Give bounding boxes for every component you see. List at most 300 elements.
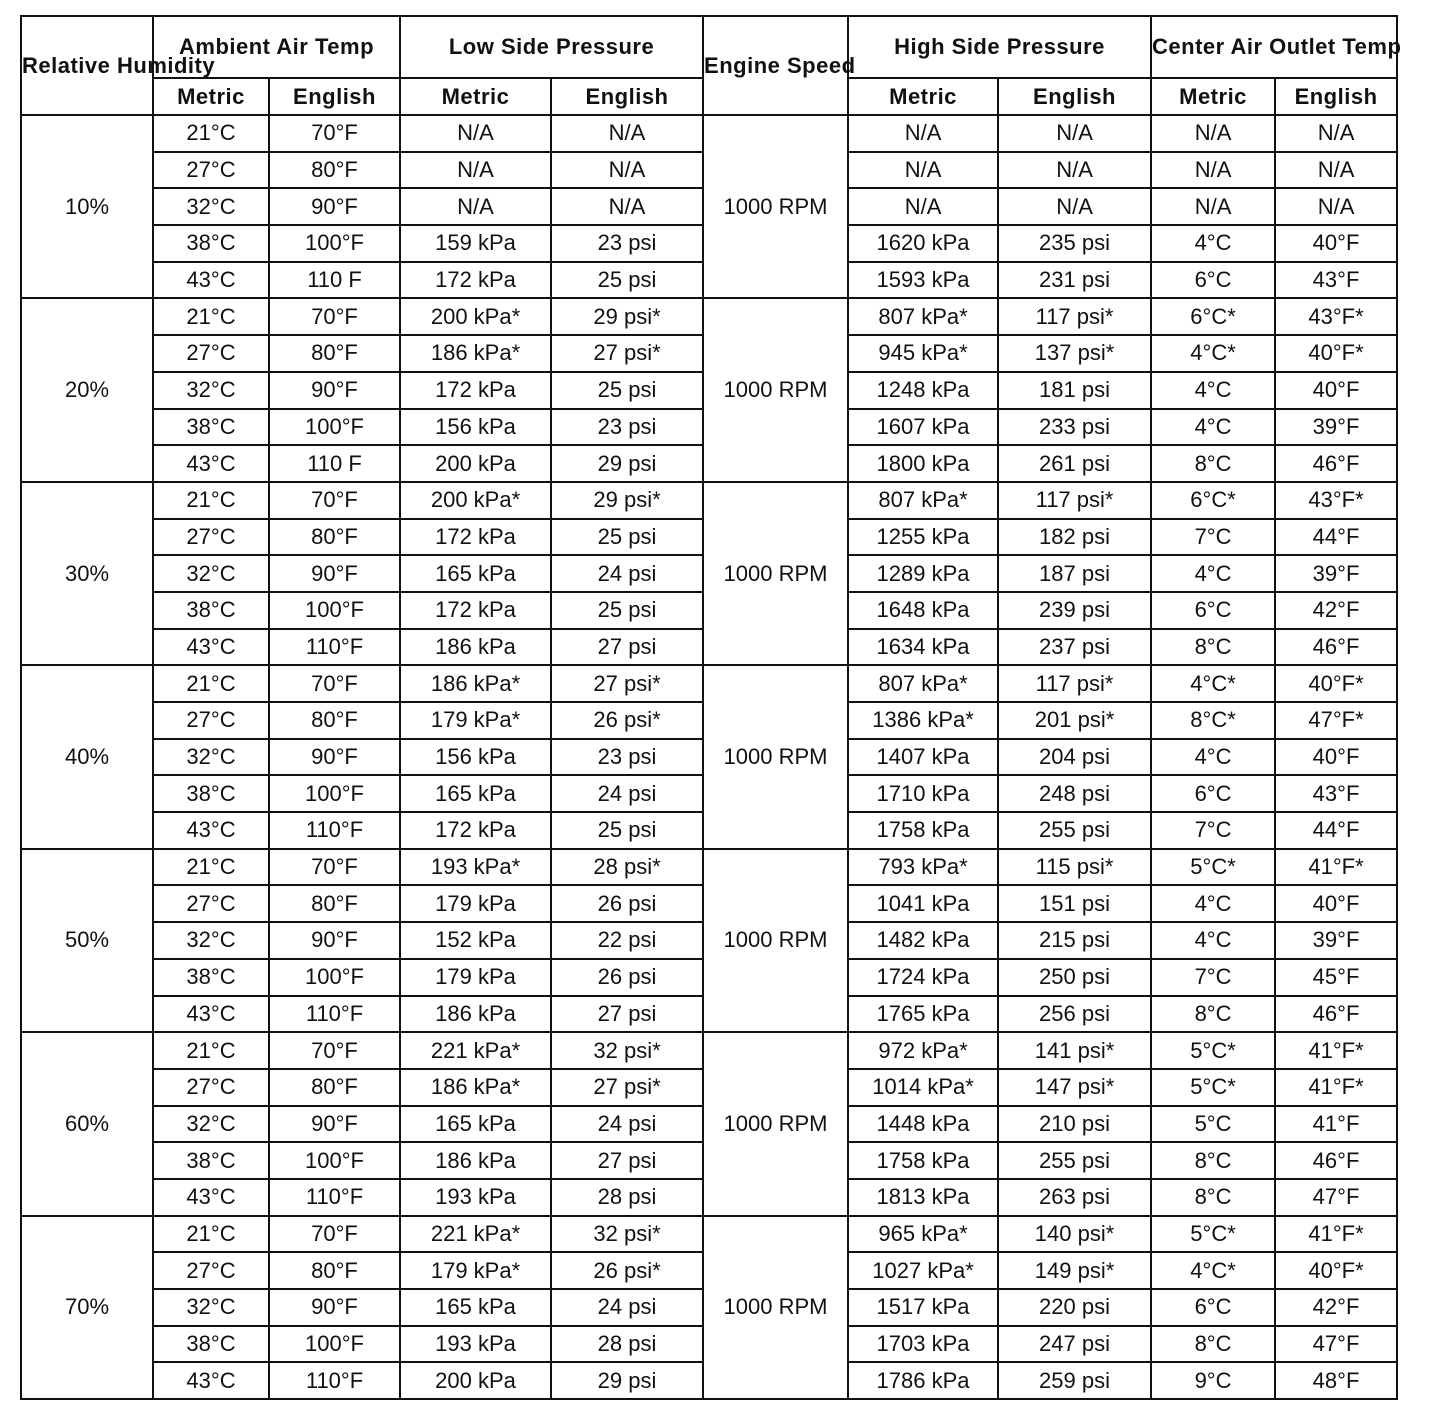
low-side-metric-cell: 200 kPa — [400, 1362, 551, 1399]
high-side-metric-cell: 1758 kPa — [848, 812, 998, 849]
engine-speed-cell: 1000 RPM — [703, 849, 848, 1032]
ambient-metric-cell: 38°C — [153, 409, 269, 446]
ambient-metric-cell: 21°C — [153, 482, 269, 519]
high-side-metric-cell: 945 kPa* — [848, 335, 998, 372]
table-row — [21, 298, 1397, 335]
high-side-metric-cell: 1648 kPa — [848, 592, 998, 629]
ambient-english-cell: 70°F — [269, 482, 400, 519]
ambient-metric-cell: 27°C — [153, 519, 269, 556]
low-side-metric-cell: 179 kPa* — [400, 1252, 551, 1289]
low-side-english-cell: 25 psi — [551, 592, 703, 629]
high-side-metric-cell: 807 kPa* — [848, 665, 998, 702]
high-side-metric-cell: N/A — [848, 115, 998, 152]
ambient-english-cell: 80°F — [269, 152, 400, 189]
outlet-english-cell: 46°F — [1275, 996, 1397, 1033]
high-side-english-cell: 215 psi — [998, 922, 1151, 959]
low-side-english-cell: 22 psi — [551, 922, 703, 959]
low-side-metric-cell: 159 kPa — [400, 225, 551, 262]
outlet-metric-cell: 8°C — [1151, 445, 1275, 482]
low-side-metric-cell: N/A — [400, 188, 551, 225]
low-side-english-cell: 26 psi — [551, 885, 703, 922]
header-outlet-english: English — [1275, 78, 1397, 115]
low-side-english-cell: 28 psi* — [551, 849, 703, 886]
outlet-english-cell: 44°F — [1275, 812, 1397, 849]
outlet-english-cell: 46°F — [1275, 1142, 1397, 1179]
outlet-english-cell: 40°F — [1275, 739, 1397, 776]
outlet-english-cell: 43°F — [1275, 775, 1397, 812]
ambient-english-cell: 110°F — [269, 996, 400, 1033]
table-body — [21, 115, 1397, 1399]
ambient-english-cell: 100°F — [269, 1326, 400, 1363]
high-side-english-cell: 263 psi — [998, 1179, 1151, 1216]
outlet-english-cell: 47°F — [1275, 1179, 1397, 1216]
ambient-english-cell: 110 F — [269, 445, 400, 482]
high-side-english-cell: 182 psi — [998, 519, 1151, 556]
high-side-english-cell: N/A — [998, 115, 1151, 152]
header-low-english: English — [551, 78, 703, 115]
high-side-metric-cell: 1407 kPa — [848, 739, 998, 776]
header-low-metric: Metric — [400, 78, 551, 115]
low-side-metric-cell: 193 kPa* — [400, 849, 551, 886]
outlet-metric-cell: 4°C — [1151, 885, 1275, 922]
outlet-english-cell: 41°F* — [1275, 1069, 1397, 1106]
ambient-english-cell: 80°F — [269, 519, 400, 556]
high-side-metric-cell: 1027 kPa* — [848, 1252, 998, 1289]
ambient-english-cell: 110°F — [269, 1362, 400, 1399]
ambient-english-cell: 90°F — [269, 739, 400, 776]
high-side-metric-cell: 965 kPa* — [848, 1216, 998, 1253]
high-side-metric-cell: 1620 kPa — [848, 225, 998, 262]
low-side-metric-cell: 186 kPa* — [400, 335, 551, 372]
low-side-metric-cell: 193 kPa — [400, 1326, 551, 1363]
low-side-english-cell: N/A — [551, 115, 703, 152]
ambient-english-cell: 100°F — [269, 959, 400, 996]
header-engine-speed: Engine Speed — [703, 16, 848, 115]
humidity-cell: 20% — [21, 298, 153, 481]
outlet-metric-cell: 5°C — [1151, 1106, 1275, 1143]
ambient-metric-cell: 27°C — [153, 1069, 269, 1106]
ambient-metric-cell: 27°C — [153, 702, 269, 739]
table-row — [21, 1032, 1397, 1069]
high-side-metric-cell: 1703 kPa — [848, 1326, 998, 1363]
high-side-english-cell: N/A — [998, 188, 1151, 225]
ambient-metric-cell: 38°C — [153, 959, 269, 996]
outlet-english-cell: 47°F — [1275, 1326, 1397, 1363]
high-side-metric-cell: 1710 kPa — [848, 775, 998, 812]
outlet-english-cell: N/A — [1275, 152, 1397, 189]
low-side-metric-cell: 200 kPa — [400, 445, 551, 482]
low-side-english-cell: 25 psi — [551, 372, 703, 409]
low-side-english-cell: 28 psi — [551, 1179, 703, 1216]
outlet-metric-cell: N/A — [1151, 188, 1275, 225]
outlet-english-cell: 47°F* — [1275, 702, 1397, 739]
outlet-metric-cell: N/A — [1151, 115, 1275, 152]
high-side-english-cell: 259 psi — [998, 1362, 1151, 1399]
outlet-metric-cell: 6°C* — [1151, 482, 1275, 519]
high-side-metric-cell: 972 kPa* — [848, 1032, 998, 1069]
high-side-metric-cell: 793 kPa* — [848, 849, 998, 886]
high-side-metric-cell: N/A — [848, 188, 998, 225]
header-low-side-pressure: Low Side Pressure — [400, 16, 703, 78]
outlet-metric-cell: 8°C — [1151, 996, 1275, 1033]
low-side-english-cell: 28 psi — [551, 1326, 703, 1363]
outlet-metric-cell: 4°C — [1151, 555, 1275, 592]
outlet-metric-cell: 4°C* — [1151, 1252, 1275, 1289]
low-side-english-cell: 27 psi* — [551, 335, 703, 372]
engine-speed-cell: 1000 RPM — [703, 482, 848, 665]
high-side-metric-cell: 1248 kPa — [848, 372, 998, 409]
table-row — [21, 1216, 1397, 1253]
engine-speed-cell: 1000 RPM — [703, 298, 848, 481]
outlet-metric-cell: 4°C — [1151, 225, 1275, 262]
outlet-english-cell: 40°F — [1275, 885, 1397, 922]
high-side-english-cell: 248 psi — [998, 775, 1151, 812]
low-side-english-cell: 26 psi* — [551, 702, 703, 739]
humidity-cell: 50% — [21, 849, 153, 1032]
outlet-metric-cell: 4°C — [1151, 409, 1275, 446]
low-side-english-cell: 26 psi* — [551, 1252, 703, 1289]
high-side-english-cell: 261 psi — [998, 445, 1151, 482]
high-side-metric-cell: 1255 kPa — [848, 519, 998, 556]
high-side-metric-cell: 1386 kPa* — [848, 702, 998, 739]
ambient-metric-cell: 21°C — [153, 665, 269, 702]
low-side-english-cell: 32 psi* — [551, 1032, 703, 1069]
high-side-metric-cell: 1800 kPa — [848, 445, 998, 482]
low-side-english-cell: 23 psi — [551, 409, 703, 446]
outlet-metric-cell: N/A — [1151, 152, 1275, 189]
ambient-english-cell: 80°F — [269, 1069, 400, 1106]
table-row — [21, 482, 1397, 519]
low-side-english-cell: 24 psi — [551, 1289, 703, 1326]
high-side-english-cell: 239 psi — [998, 592, 1151, 629]
low-side-english-cell: 32 psi* — [551, 1216, 703, 1253]
ambient-english-cell: 90°F — [269, 922, 400, 959]
header-center-air-outlet-temp: Center Air Outlet Temp — [1151, 16, 1397, 78]
ambient-english-cell: 70°F — [269, 1216, 400, 1253]
low-side-english-cell: 24 psi — [551, 1106, 703, 1143]
outlet-english-cell: 39°F — [1275, 555, 1397, 592]
low-side-english-cell: 27 psi — [551, 996, 703, 1033]
ambient-metric-cell: 21°C — [153, 298, 269, 335]
high-side-english-cell: 137 psi* — [998, 335, 1151, 372]
low-side-metric-cell: 179 kPa — [400, 959, 551, 996]
page — [20, 15, 1402, 1400]
outlet-english-cell: 43°F* — [1275, 298, 1397, 335]
high-side-metric-cell: 1482 kPa — [848, 922, 998, 959]
outlet-metric-cell: 7°C — [1151, 519, 1275, 556]
outlet-english-cell: 46°F — [1275, 445, 1397, 482]
ambient-metric-cell: 32°C — [153, 555, 269, 592]
high-side-metric-cell: 1448 kPa — [848, 1106, 998, 1143]
low-side-english-cell: 23 psi — [551, 225, 703, 262]
low-side-english-cell: 25 psi — [551, 812, 703, 849]
high-side-english-cell: 115 psi* — [998, 849, 1151, 886]
high-side-english-cell: 250 psi — [998, 959, 1151, 996]
low-side-metric-cell: N/A — [400, 115, 551, 152]
ambient-metric-cell: 38°C — [153, 225, 269, 262]
low-side-english-cell: N/A — [551, 188, 703, 225]
high-side-english-cell: 117 psi* — [998, 665, 1151, 702]
high-side-english-cell: 220 psi — [998, 1289, 1151, 1326]
outlet-metric-cell: 8°C — [1151, 1326, 1275, 1363]
outlet-metric-cell: 9°C — [1151, 1362, 1275, 1399]
header-high-side-pressure: High Side Pressure — [848, 16, 1151, 78]
outlet-english-cell: 40°F* — [1275, 335, 1397, 372]
humidity-cell: 40% — [21, 665, 153, 848]
low-side-english-cell: 26 psi — [551, 959, 703, 996]
table-row — [21, 115, 1397, 152]
high-side-english-cell: 235 psi — [998, 225, 1151, 262]
high-side-english-cell: 149 psi* — [998, 1252, 1151, 1289]
low-side-english-cell: 29 psi* — [551, 298, 703, 335]
high-side-english-cell: 181 psi — [998, 372, 1151, 409]
outlet-english-cell: 39°F — [1275, 922, 1397, 959]
outlet-metric-cell: 5°C* — [1151, 1216, 1275, 1253]
low-side-english-cell: 29 psi* — [551, 482, 703, 519]
low-side-metric-cell: 186 kPa — [400, 996, 551, 1033]
outlet-metric-cell: 6°C* — [1151, 298, 1275, 335]
ambient-english-cell: 80°F — [269, 885, 400, 922]
low-side-metric-cell: 193 kPa — [400, 1179, 551, 1216]
ambient-metric-cell: 27°C — [153, 1252, 269, 1289]
ambient-metric-cell: 43°C — [153, 1179, 269, 1216]
header-row-top — [21, 16, 1397, 78]
low-side-metric-cell: 152 kPa — [400, 922, 551, 959]
low-side-metric-cell: 186 kPa* — [400, 1069, 551, 1106]
low-side-metric-cell: 172 kPa — [400, 262, 551, 299]
engine-speed-cell: 1000 RPM — [703, 1216, 848, 1399]
low-side-metric-cell: 172 kPa — [400, 812, 551, 849]
low-side-metric-cell: 172 kPa — [400, 372, 551, 409]
ambient-metric-cell: 32°C — [153, 922, 269, 959]
ambient-english-cell: 70°F — [269, 849, 400, 886]
high-side-english-cell: 255 psi — [998, 1142, 1151, 1179]
outlet-metric-cell: 4°C* — [1151, 665, 1275, 702]
low-side-metric-cell: 156 kPa — [400, 739, 551, 776]
ambient-metric-cell: 32°C — [153, 1106, 269, 1143]
outlet-metric-cell: 6°C — [1151, 592, 1275, 629]
outlet-metric-cell: 5°C* — [1151, 1032, 1275, 1069]
ambient-english-cell: 110°F — [269, 812, 400, 849]
outlet-metric-cell: 5°C* — [1151, 849, 1275, 886]
low-side-english-cell: N/A — [551, 152, 703, 189]
ambient-metric-cell: 21°C — [153, 115, 269, 152]
ambient-metric-cell: 21°C — [153, 1216, 269, 1253]
outlet-metric-cell: 4°C* — [1151, 335, 1275, 372]
high-side-metric-cell: 1765 kPa — [848, 996, 998, 1033]
ambient-metric-cell: 38°C — [153, 1326, 269, 1363]
high-side-english-cell: 141 psi* — [998, 1032, 1151, 1069]
ambient-english-cell: 70°F — [269, 115, 400, 152]
ambient-english-cell: 110°F — [269, 1179, 400, 1216]
ambient-english-cell: 90°F — [269, 555, 400, 592]
table-row — [21, 849, 1397, 886]
outlet-english-cell: 41°F* — [1275, 1216, 1397, 1253]
low-side-english-cell: 27 psi — [551, 629, 703, 666]
low-side-metric-cell: 165 kPa — [400, 1289, 551, 1326]
ambient-english-cell: 70°F — [269, 298, 400, 335]
high-side-metric-cell: 1593 kPa — [848, 262, 998, 299]
ambient-metric-cell: 43°C — [153, 629, 269, 666]
outlet-metric-cell: 6°C — [1151, 775, 1275, 812]
humidity-cell: 60% — [21, 1032, 153, 1215]
ambient-english-cell: 80°F — [269, 702, 400, 739]
low-side-metric-cell: 186 kPa — [400, 629, 551, 666]
low-side-metric-cell: 186 kPa — [400, 1142, 551, 1179]
low-side-metric-cell: 186 kPa* — [400, 665, 551, 702]
high-side-english-cell: 147 psi* — [998, 1069, 1151, 1106]
ambient-english-cell: 100°F — [269, 1142, 400, 1179]
header-high-metric: Metric — [848, 78, 998, 115]
ambient-english-cell: 80°F — [269, 1252, 400, 1289]
header-ambient-metric: Metric — [153, 78, 269, 115]
outlet-english-cell: 41°F* — [1275, 1032, 1397, 1069]
outlet-english-cell: N/A — [1275, 115, 1397, 152]
high-side-english-cell: 210 psi — [998, 1106, 1151, 1143]
low-side-english-cell: 27 psi — [551, 1142, 703, 1179]
ambient-english-cell: 100°F — [269, 775, 400, 812]
outlet-metric-cell: 4°C — [1151, 739, 1275, 776]
engine-speed-cell: 1000 RPM — [703, 1032, 848, 1215]
low-side-metric-cell: 221 kPa* — [400, 1032, 551, 1069]
high-side-metric-cell: 1607 kPa — [848, 409, 998, 446]
ambient-metric-cell: 27°C — [153, 152, 269, 189]
table-row — [21, 665, 1397, 702]
high-side-english-cell: 247 psi — [998, 1326, 1151, 1363]
ambient-english-cell: 100°F — [269, 409, 400, 446]
high-side-english-cell: 201 psi* — [998, 702, 1151, 739]
low-side-metric-cell: 156 kPa — [400, 409, 551, 446]
humidity-cell: 10% — [21, 115, 153, 298]
outlet-english-cell: 42°F — [1275, 592, 1397, 629]
header-ambient-air-temp: Ambient Air Temp — [153, 16, 400, 78]
ambient-metric-cell: 43°C — [153, 996, 269, 1033]
outlet-english-cell: 42°F — [1275, 1289, 1397, 1326]
high-side-english-cell: 117 psi* — [998, 482, 1151, 519]
outlet-english-cell: 40°F — [1275, 225, 1397, 262]
ambient-metric-cell: 43°C — [153, 262, 269, 299]
outlet-metric-cell: 8°C — [1151, 1142, 1275, 1179]
ambient-english-cell: 90°F — [269, 1289, 400, 1326]
outlet-metric-cell: 6°C — [1151, 1289, 1275, 1326]
high-side-metric-cell: 1813 kPa — [848, 1179, 998, 1216]
high-side-metric-cell: 1014 kPa* — [848, 1069, 998, 1106]
low-side-metric-cell: N/A — [400, 152, 551, 189]
low-side-metric-cell: 165 kPa — [400, 555, 551, 592]
header-outlet-metric: Metric — [1151, 78, 1275, 115]
high-side-metric-cell: 807 kPa* — [848, 482, 998, 519]
outlet-metric-cell: 4°C — [1151, 372, 1275, 409]
ambient-english-cell: 80°F — [269, 335, 400, 372]
outlet-english-cell: 40°F* — [1275, 665, 1397, 702]
high-side-metric-cell: 1041 kPa — [848, 885, 998, 922]
outlet-english-cell: N/A — [1275, 188, 1397, 225]
high-side-english-cell: 187 psi — [998, 555, 1151, 592]
high-side-metric-cell: N/A — [848, 152, 998, 189]
high-side-metric-cell: 1289 kPa — [848, 555, 998, 592]
outlet-metric-cell: 4°C — [1151, 922, 1275, 959]
high-side-english-cell: 237 psi — [998, 629, 1151, 666]
ambient-metric-cell: 27°C — [153, 335, 269, 372]
high-side-metric-cell: 1724 kPa — [848, 959, 998, 996]
header-ambient-english: English — [269, 78, 400, 115]
ambient-english-cell: 90°F — [269, 188, 400, 225]
ambient-metric-cell: 32°C — [153, 372, 269, 409]
ambient-english-cell: 110°F — [269, 629, 400, 666]
outlet-english-cell: 40°F* — [1275, 1252, 1397, 1289]
high-side-english-cell: N/A — [998, 152, 1151, 189]
header-high-english: English — [998, 78, 1151, 115]
ambient-metric-cell: 27°C — [153, 885, 269, 922]
ambient-metric-cell: 21°C — [153, 1032, 269, 1069]
low-side-english-cell: 29 psi — [551, 1362, 703, 1399]
outlet-metric-cell: 7°C — [1151, 959, 1275, 996]
engine-speed-cell: 1000 RPM — [703, 665, 848, 848]
ambient-metric-cell: 38°C — [153, 1142, 269, 1179]
outlet-english-cell: 43°F — [1275, 262, 1397, 299]
outlet-metric-cell: 8°C* — [1151, 702, 1275, 739]
humidity-cell: 70% — [21, 1216, 153, 1399]
outlet-english-cell: 46°F — [1275, 629, 1397, 666]
ambient-english-cell: 70°F — [269, 1032, 400, 1069]
low-side-english-cell: 25 psi — [551, 262, 703, 299]
low-side-metric-cell: 179 kPa* — [400, 702, 551, 739]
high-side-metric-cell: 1517 kPa — [848, 1289, 998, 1326]
low-side-metric-cell: 172 kPa — [400, 519, 551, 556]
ambient-metric-cell: 32°C — [153, 188, 269, 225]
ambient-metric-cell: 43°C — [153, 445, 269, 482]
high-side-english-cell: 140 psi* — [998, 1216, 1151, 1253]
low-side-metric-cell: 172 kPa — [400, 592, 551, 629]
low-side-metric-cell: 165 kPa — [400, 775, 551, 812]
low-side-english-cell: 24 psi — [551, 555, 703, 592]
outlet-metric-cell: 6°C — [1151, 262, 1275, 299]
ambient-english-cell: 110 F — [269, 262, 400, 299]
low-side-metric-cell: 221 kPa* — [400, 1216, 551, 1253]
low-side-english-cell: 25 psi — [551, 519, 703, 556]
low-side-english-cell: 23 psi — [551, 739, 703, 776]
table-header — [21, 16, 1402, 115]
ambient-metric-cell: 38°C — [153, 775, 269, 812]
outlet-english-cell: 41°F* — [1275, 849, 1397, 886]
high-side-english-cell: 151 psi — [998, 885, 1151, 922]
ambient-metric-cell: 21°C — [153, 849, 269, 886]
ambient-english-cell: 90°F — [269, 1106, 400, 1143]
outlet-metric-cell: 8°C — [1151, 1179, 1275, 1216]
low-side-metric-cell: 165 kPa — [400, 1106, 551, 1143]
humidity-cell: 30% — [21, 482, 153, 665]
high-side-metric-cell: 1786 kPa — [848, 1362, 998, 1399]
low-side-english-cell: 24 psi — [551, 775, 703, 812]
outlet-english-cell: 41°F — [1275, 1106, 1397, 1143]
outlet-metric-cell: 8°C — [1151, 629, 1275, 666]
ambient-english-cell: 70°F — [269, 665, 400, 702]
ambient-english-cell: 100°F — [269, 225, 400, 262]
low-side-metric-cell: 200 kPa* — [400, 298, 551, 335]
high-side-metric-cell: 1634 kPa — [848, 629, 998, 666]
high-side-english-cell: 204 psi — [998, 739, 1151, 776]
low-side-english-cell: 27 psi* — [551, 665, 703, 702]
low-side-metric-cell: 200 kPa* — [400, 482, 551, 519]
ambient-metric-cell: 43°C — [153, 1362, 269, 1399]
ambient-english-cell: 90°F — [269, 372, 400, 409]
high-side-english-cell: 231 psi — [998, 262, 1151, 299]
engine-speed-cell: 1000 RPM — [703, 115, 848, 298]
outlet-metric-cell: 7°C — [1151, 812, 1275, 849]
outlet-english-cell: 39°F — [1275, 409, 1397, 446]
high-side-english-cell: 256 psi — [998, 996, 1151, 1033]
ambient-metric-cell: 38°C — [153, 592, 269, 629]
